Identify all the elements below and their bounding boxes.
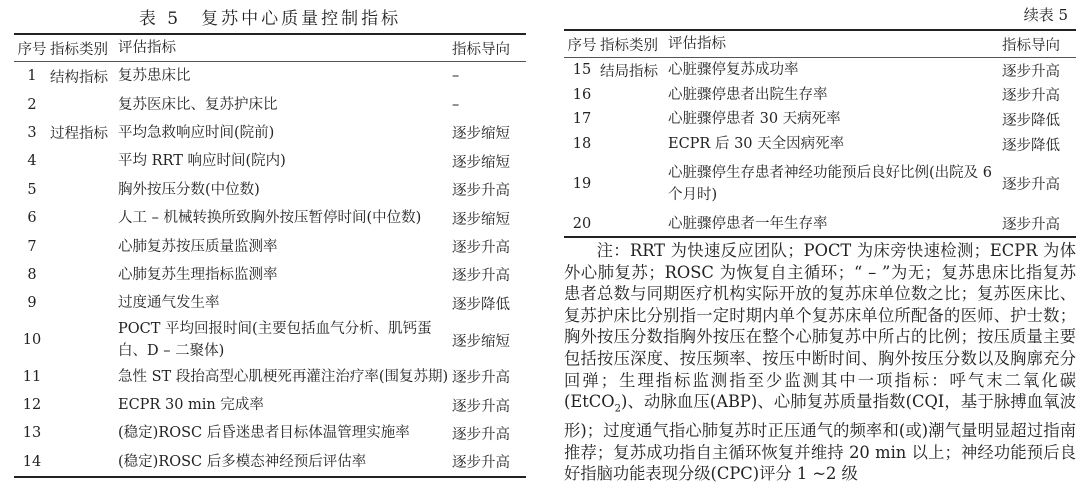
header-no: 序号 [17,41,47,58]
table-row [564,83,1076,108]
row-direction: 逐步缩短 [452,126,510,143]
table-row [564,58,1076,83]
table-row [14,90,526,118]
table-row [14,318,526,363]
row-number: 15 [572,62,592,79]
row-direction: 逐步升高 [452,455,510,472]
row-number: 2 [27,96,37,113]
row-indicator: 平均急救响应时间(院前) [118,124,275,141]
row-indicator: 复苏医床比、复苏护床比 [118,96,278,113]
notes-text: 注：RRT 为快速反应团队；POCT 为床旁快速检测；ECPR 为体外心肺复苏；ROSC 为恢复自主循环；“ – ”为无；复苏患床比指复苏患者总数与同期医疗机构实际开放的复苏床单位数之比；复苏医床比、复苏护床比分别指一定时期内单个复苏床单位所配备的医师、护士数；胸外按压分数指胸外按压在整个心肺复苏中所占的比例；按压质量主要包括按压深度、按压频率、按压中断时间、胸外按压分数以及胸廓充分回弹；生理指标监测指至少监测其中一项指标：呼气末二氧化碳(EtCO [564,241,1076,412]
row-direction: 逐步缩短 [452,154,510,171]
row-indicator: 复苏患床比 [118,68,191,85]
row-number: 19 [572,175,592,192]
row-direction: 逐步升高 [452,268,510,285]
row-direction: – [452,68,460,85]
quality-table [14,33,526,478]
header-indicator: 评估指标 [118,40,176,56]
header-direction: 指标导向 [452,41,510,58]
row-number: 7 [27,238,37,255]
row-number: 8 [27,266,37,283]
notes-text-continued: )、动脉血压(ABP)、心肺复苏质量指数(CQI，基于脉搏血氧波形)；过度通气指心肺复苏时正压通气的频率和(或)潮气量明显超过指南推荐；复苏成功指自主循环恢复并维持 20 min 以上；神经功能预后良好指脑功能表现分级(CPC)评分 1 ~2 级 [564,392,1076,484]
row-number: 14 [22,453,42,470]
row-direction: 逐步升高 [452,183,510,200]
row-category: 结局指标 [600,63,658,80]
row-indicator: (稳定)ROSC 后昏迷患者目标体温管理实施率 [118,425,410,442]
row-indicator: 心脏骤停患者 30 天病死率 [668,111,841,128]
row-direction: 逐步升高 [1002,63,1060,80]
row-direction: 逐步升高 [452,426,510,443]
continued-label: 续表 5 [1023,6,1068,24]
row-direction: 逐步降低 [1002,137,1060,154]
row-number: 9 [27,295,37,312]
table-row [14,289,526,317]
table-row [14,232,526,260]
row-indicator: 心脏骤停生存患者神经功能预后良好比例(出院及 6 个月时) [668,164,992,203]
row-number: 4 [27,153,37,170]
table-row [14,119,526,147]
table-header [564,31,1076,57]
row-direction: – [452,96,460,113]
table-row [564,156,1076,211]
table-row [14,147,526,175]
row-number: 20 [572,215,592,232]
row-number: 1 [27,68,37,85]
table-row [14,176,526,204]
row-number: 3 [27,124,37,141]
table-row [14,204,526,232]
row-category: 结构指标 [50,69,108,86]
row-direction: 逐步升高 [1002,177,1060,194]
row-direction: 逐步升高 [452,370,510,387]
row-indicator: ECPR 30 min 完成率 [118,397,264,414]
row-number: 5 [27,181,37,198]
table-row [14,448,526,476]
row-indicator: 急性 ST 段抬高型心肌梗死再灌注治疗率(围复苏期) [118,368,449,385]
header-category: 指标类别 [600,37,658,54]
quality-table-continued [564,29,1076,238]
table-row [14,261,526,289]
table-row [14,62,526,90]
row-direction: 逐步降低 [1002,112,1060,129]
row-indicator: 平均 RRT 响应时间(院内) [118,153,286,170]
row-direction: 逐步升高 [1002,88,1060,105]
header-no: 序号 [567,37,597,54]
row-number: 17 [572,111,592,128]
row-indicator: POCT 平均回报时间(主要包括血气分析、肌钙蛋白、D – 二聚体) [118,321,432,360]
row-indicator: 心脏骤停患者出院生存率 [668,86,828,103]
table-notes [564,240,1076,485]
row-number: 11 [22,368,42,385]
row-indicator: 人工 – 机械转换所致胸外按压暂停时间(中位数) [118,210,422,227]
row-indicator: 心脏骤停患者一年生存率 [668,215,828,232]
row-category: 过程指标 [50,126,108,143]
row-indicator: 心肺复苏按压质量监测率 [118,238,278,255]
row-indicator: 胸外按压分数(中位数) [118,181,260,198]
row-number: 10 [22,332,42,349]
row-indicator: (稳定)ROSC 后多模态神经预后评估率 [118,453,367,470]
table-row [564,107,1076,132]
row-number: 13 [22,425,42,442]
header-category: 指标类别 [50,41,108,58]
row-number: 12 [22,397,42,414]
row-indicator: ECPR 后 30 天全因病死率 [668,136,845,153]
table-row [564,132,1076,157]
row-number: 16 [572,86,592,103]
row-number: 6 [27,210,37,227]
row-direction: 逐步降低 [452,296,510,313]
table-row [14,363,526,391]
table-row [14,391,526,419]
notes-subscript: 2 [614,403,621,415]
row-indicator: 心肺复苏生理指标监测率 [118,266,278,283]
row-direction: 逐步升高 [452,240,510,257]
row-direction: 逐步缩短 [452,333,510,350]
table-row [564,211,1076,236]
row-indicator: 过度通气发生率 [118,295,220,312]
row-direction: 逐步升高 [1002,217,1060,234]
table-header [14,35,526,61]
row-indicator: 心脏骤停复苏成功率 [668,62,799,79]
table-title: 表 5 复苏中心质量控制指标 [138,9,402,29]
table-row [14,419,526,447]
header-indicator: 评估指标 [668,36,726,52]
row-direction: 逐步缩短 [452,211,510,228]
header-direction: 指标导向 [1002,37,1060,54]
row-number: 18 [572,136,592,153]
row-direction: 逐步升高 [452,398,510,415]
